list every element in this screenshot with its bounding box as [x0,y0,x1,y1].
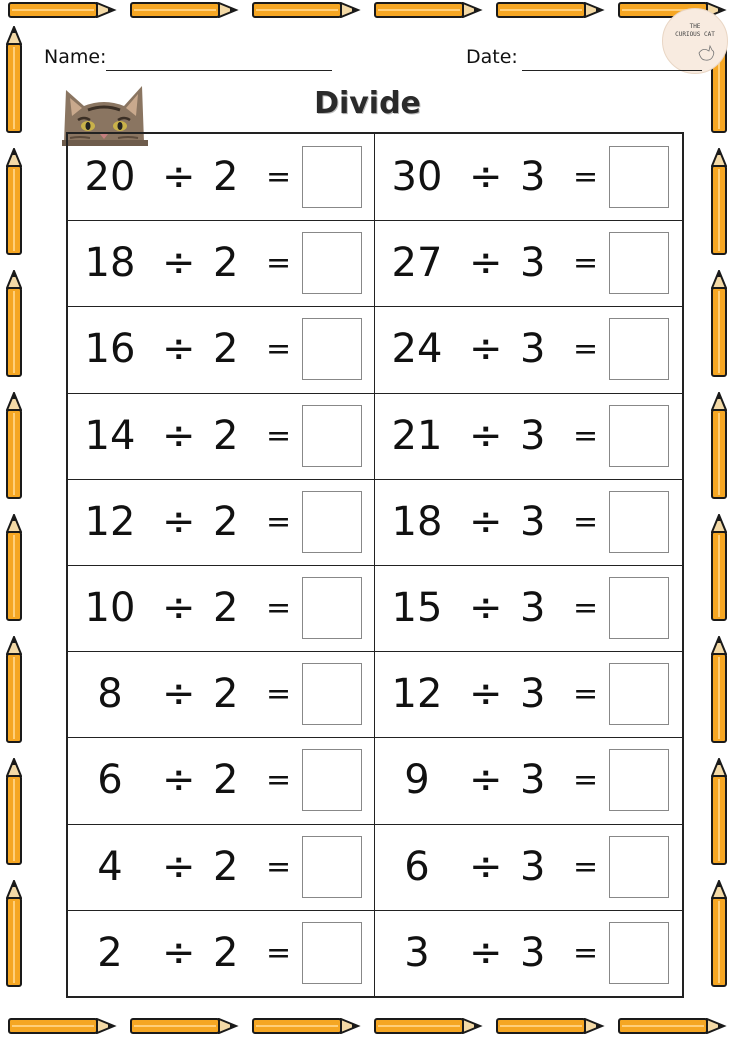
right-problem-cell [375,565,682,651]
pencil-icon [374,1018,486,1034]
equals-sign: = [266,590,292,626]
equals-sign: = [266,762,292,798]
divisor: 2 [213,757,239,804]
pencil-icon [252,1018,364,1034]
equals-sign: = [266,159,292,195]
right-problem-cell [375,910,682,996]
divide-sign: ÷ [162,240,196,287]
dividend: 8 [97,671,123,718]
logo-cat-icon [663,9,727,73]
equals-sign: = [266,504,292,540]
divisor: 2 [213,843,239,890]
pencil-icon [711,880,727,992]
divide-sign: ÷ [162,757,196,804]
equals-sign: = [266,849,292,885]
problem-row [68,737,682,824]
problem-row [68,306,682,393]
equals-sign: = [573,590,599,626]
dividend: 16 [84,326,136,373]
divisor: 2 [213,412,239,459]
right-problem-cell [375,134,682,220]
dividend: 3 [404,929,430,976]
pencil-icon [6,148,22,260]
pencil-icon [711,758,727,870]
answer-box[interactable] [302,491,362,553]
name-label: Name: [44,46,107,68]
answer-box[interactable] [302,663,362,725]
right-problem-cell [375,393,682,479]
answer-box[interactable] [302,836,362,898]
divide-sign: ÷ [162,585,196,632]
answer-box[interactable] [302,232,362,294]
equals-sign: = [573,504,599,540]
divisor: 2 [213,154,239,201]
divide-sign: ÷ [162,671,196,718]
divide-sign: ÷ [162,412,196,459]
divisor: 2 [213,240,239,287]
divisor: 2 [213,585,239,632]
equals-sign: = [266,935,292,971]
pencil-icon [8,1018,120,1034]
dividend: 12 [84,498,136,545]
right-problem-cell [375,220,682,306]
divide-sign: ÷ [469,412,503,459]
right-problem-cell [375,479,682,565]
pencil-icon [6,758,22,870]
right-problem-cell [375,651,682,737]
divide-sign: ÷ [162,929,196,976]
pencil-icon [711,270,727,382]
divide-sign: ÷ [162,498,196,545]
dividend: 27 [391,240,443,287]
divisor: 3 [520,412,546,459]
divide-sign: ÷ [469,585,503,632]
equals-sign: = [573,935,599,971]
dividend: 18 [391,498,443,545]
dividend: 18 [84,240,136,287]
answer-box[interactable] [302,577,362,639]
divide-sign: ÷ [469,326,503,373]
answer-box[interactable] [609,663,669,725]
divisor: 2 [213,326,239,373]
equals-sign: = [266,245,292,281]
dividend: 2 [97,929,123,976]
pencil-icon [711,514,727,626]
logo-line-1: THE [689,23,701,30]
right-problem-cell [375,737,682,823]
pencil-icon [8,2,120,18]
left-problem-cell [68,651,375,737]
pencil-icon [496,1018,608,1034]
equals-sign: = [266,331,292,367]
divide-sign: ÷ [469,154,503,201]
divisor: 3 [520,757,546,804]
divisor: 3 [520,929,546,976]
divide-sign: ÷ [469,498,503,545]
equals-sign: = [573,676,599,712]
answer-box[interactable] [609,232,669,294]
answer-box[interactable] [609,836,669,898]
divide-sign: ÷ [469,240,503,287]
answer-box[interactable] [609,577,669,639]
problem-row [68,824,682,911]
right-pencil-border [709,0,729,1040]
left-problem-cell [68,824,375,910]
right-problem-cell [375,306,682,392]
date-field[interactable] [522,70,702,71]
pencil-icon [711,636,727,748]
answer-box[interactable] [609,749,669,811]
pencil-icon [6,270,22,382]
pencil-icon [711,148,727,260]
top-pencil-border [0,0,735,20]
dividend: 6 [404,843,430,890]
right-problem-cell [375,824,682,910]
equals-sign: = [266,418,292,454]
pencil-icon [252,2,364,18]
problem-row [68,565,682,652]
left-problem-cell [68,220,375,306]
date-label: Date: [466,46,518,68]
equals-sign: = [573,849,599,885]
pencil-icon [496,2,608,18]
dividend: 10 [84,585,136,632]
pencil-icon [6,514,22,626]
left-problem-cell [68,565,375,651]
divisor: 3 [520,498,546,545]
pencil-icon [6,26,22,138]
division-problem-grid [66,132,684,998]
divisor: 3 [520,843,546,890]
answer-box[interactable] [302,922,362,984]
pencil-icon [374,2,486,18]
divide-sign: ÷ [162,843,196,890]
bottom-pencil-border [0,1016,735,1036]
problem-row [68,134,682,221]
dividend: 21 [391,412,443,459]
divisor: 2 [213,671,239,718]
answer-box[interactable] [609,491,669,553]
divide-sign: ÷ [162,154,196,201]
answer-box[interactable] [302,318,362,380]
divisor: 3 [520,154,546,201]
divisor: 3 [520,585,546,632]
divisor: 3 [520,671,546,718]
divisor: 3 [520,240,546,287]
left-problem-cell [68,306,375,392]
equals-sign: = [573,762,599,798]
answer-box[interactable] [302,405,362,467]
dividend: 6 [97,757,123,804]
equals-sign: = [573,331,599,367]
answer-box[interactable] [609,405,669,467]
divide-sign: ÷ [469,671,503,718]
problem-row [68,393,682,480]
dividend: 30 [391,154,443,201]
left-problem-cell [68,393,375,479]
dividend: 24 [391,326,443,373]
problem-row [68,479,682,566]
dividend: 14 [84,412,136,459]
dividend: 20 [84,154,136,201]
equals-sign: = [573,245,599,281]
dividend: 9 [404,757,430,804]
equals-sign: = [266,676,292,712]
left-problem-cell [68,737,375,823]
left-pencil-border [4,0,24,1040]
left-problem-cell [68,910,375,996]
dividend: 12 [391,671,443,718]
problem-row [68,910,682,996]
dividend: 15 [391,585,443,632]
problem-row [68,220,682,307]
equals-sign: = [573,159,599,195]
answer-box[interactable] [609,318,669,380]
answer-box[interactable] [609,146,669,208]
answer-box[interactable] [609,922,669,984]
pencil-icon [130,2,242,18]
logo-line-2: CURIOUS CAT [675,31,715,38]
divide-sign: ÷ [469,757,503,804]
pencil-icon [6,880,22,992]
problem-row [68,651,682,738]
name-field[interactable] [106,70,332,71]
page-title: Divide [314,86,421,121]
answer-box[interactable] [302,749,362,811]
left-problem-cell [68,479,375,565]
left-problem-cell [68,134,375,220]
divisor: 3 [520,326,546,373]
answer-box[interactable] [302,146,362,208]
divide-sign: ÷ [469,929,503,976]
divide-sign: ÷ [162,326,196,373]
pencil-icon [6,392,22,504]
equals-sign: = [573,418,599,454]
divisor: 2 [213,929,239,976]
dividend: 4 [97,843,123,890]
pencil-icon [6,636,22,748]
divide-sign: ÷ [469,843,503,890]
curious-cat-logo [662,8,728,74]
pencil-icon [711,392,727,504]
divisor: 2 [213,498,239,545]
pencil-icon [130,1018,242,1034]
